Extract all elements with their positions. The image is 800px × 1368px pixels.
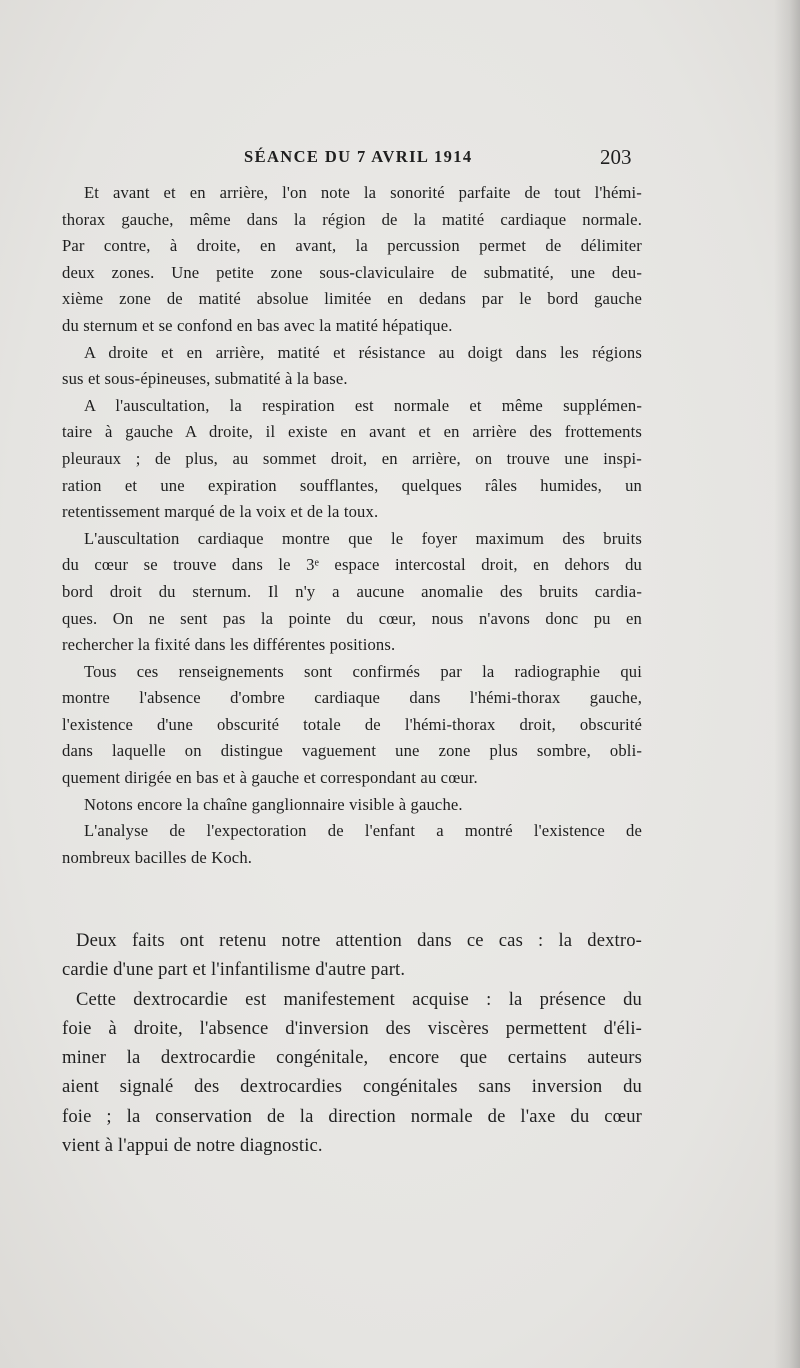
text-line: montre l'absence d'ombre cardiaque dans l'hémi-thorax gauche, [62, 688, 642, 708]
text-line: sus et sous-épineuses, submatité à la base. [62, 369, 348, 389]
text-line: deux zones. Une petite zone sous-claviculaire de submatité, une deu- [62, 262, 642, 282]
text-line: A droite et en arrière, matité et résistance au doigt dans les régions [84, 342, 642, 362]
text-line: ration et une expiration soufflantes, quelques râles humides, un [62, 475, 642, 495]
text-line: dans laquelle on distingue vaguement une zone plus sombre, obli- [62, 741, 642, 761]
paragraph-two-facts [62, 926, 642, 985]
page-number: 203 [600, 145, 632, 169]
text-line: thorax gauche, même dans la région de la matité cardiaque normale. [62, 209, 642, 229]
discussion-text [62, 926, 642, 1160]
text-line: Tous ces renseignements sont confirmés par la radiographie qui [84, 661, 642, 681]
paragraph-cardiac-auscultation [62, 526, 642, 659]
text-line: l'existence d'une obscurité totale de l'hémi-thorax droit, obscurité [62, 714, 642, 734]
text-line: nombreux bacilles de Koch. [62, 847, 253, 867]
paragraph-lymph-nodes [62, 792, 642, 819]
text-line: L'auscultation cardiaque montre que le foyer maximum des bruits [84, 528, 642, 548]
text-line: quement dirigée en bas et à gauche et correspondant au cœur. [62, 768, 478, 788]
text-line: foie ; la conservation de la direction normale de l'axe du cœur [62, 1105, 642, 1127]
text-line: cardie d'une part et l'infantilisme d'autre part. [62, 959, 406, 981]
text-line: Par contre, à droite, en avant, la percussion permet de délimiter [62, 236, 642, 256]
text-line: aient signalé des dextrocardies congénitales sans inversion du [62, 1076, 642, 1098]
paragraph-auscultation [62, 393, 642, 526]
paragraph-posterior-matite [62, 340, 642, 393]
page-edge-shadow [774, 0, 800, 1368]
paragraph-radiography [62, 659, 642, 792]
text-line: Notons encore la chaîne ganglionnaire visible à gauche. [84, 794, 463, 814]
text-line: foie à droite, l'absence d'inversion des viscères permettent d'éli- [62, 1017, 642, 1039]
paragraph-expectoration [62, 818, 642, 871]
text-line: bord droit du sternum. Il n'y a aucune anomalie des bruits cardia- [62, 581, 642, 601]
text-line: miner la dextrocardie congénitale, encore que certains auteurs [62, 1047, 642, 1069]
text-line: pleuraux ; de plus, au sommet droit, en arrière, on trouve une inspi- [62, 448, 642, 468]
text-line: ques. On ne sent pas la pointe du cœur, nous n'avons donc pu en [62, 608, 642, 628]
paragraph-percussion [62, 180, 642, 340]
text-line: A l'auscultation, la respiration est normale et même supplémen- [84, 395, 642, 415]
text-line: du sternum et se confond en bas avec la matité hépatique. [62, 315, 453, 335]
case-report-text [62, 180, 642, 871]
running-head-title: SÉANCE DU 7 AVRIL 1914 [244, 147, 473, 166]
text-line: du cœur se trouve dans le 3ᵉ espace intercostal droit, en dehors du [62, 555, 642, 575]
running-head [0, 145, 800, 171]
text-line: L'analyse de l'expectoration de l'enfant a montré l'existence de [84, 821, 642, 841]
paragraph-acquired-dextrocardia [62, 985, 642, 1161]
text-line: taire à gauche A droite, il existe en avant et en arrière des frottements [62, 422, 642, 442]
text-line: rechercher la fixité dans les différentes positions. [62, 635, 396, 655]
text-line: vient à l'appui de notre diagnostic. [62, 1135, 323, 1157]
text-line: Et avant et en arrière, l'on note la sonorité parfaite de tout l'hémi- [84, 183, 642, 202]
text-line: xième zone de matité absolue limitée en dedans par le bord gauche [62, 289, 642, 309]
text-line: retentissement marqué de la voix et de la toux. [62, 502, 379, 522]
text-line: Deux faits ont retenu notre attention dans ce cas : la dextro- [76, 930, 642, 951]
text-line: Cette dextrocardie est manifestement acquise : la présence du [76, 988, 642, 1010]
